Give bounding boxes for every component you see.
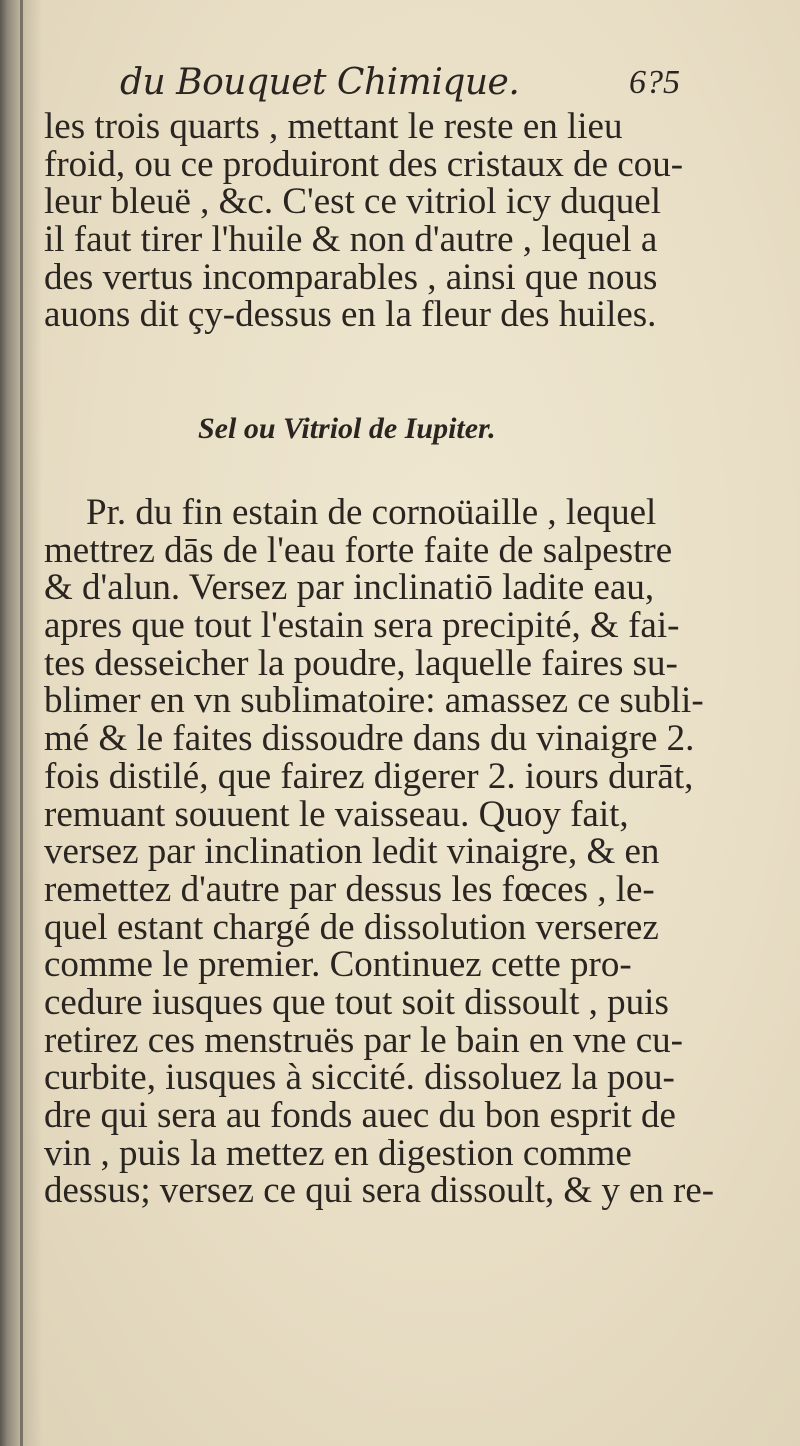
text-line: froid, ou ce produiront des cristaux de cou-	[44, 143, 684, 185]
section-heading: Sel ou Vitriol de Iupiter.	[198, 412, 496, 445]
text-line: auons dit çy-dessus en la fleur des huiles.	[44, 294, 657, 336]
text-line: blimer en vn sublimatoire: amassez ce subli-	[44, 680, 704, 722]
text-line: mettrez dās de l'eau forte faite de salpestre	[44, 529, 673, 571]
paragraph-2	[44, 494, 714, 1210]
page-number: 6?5	[629, 64, 680, 101]
text-line: tes desseicher la poudre, laquelle faires su-	[44, 642, 678, 684]
text-line: remettez d'autre par dessus les fœces , le-	[44, 868, 655, 910]
running-head	[120, 62, 680, 110]
text-line: retirez ces menstruës par le bain en vne cu-	[44, 1019, 683, 1061]
text-line: les trois quarts , mettant le reste en lieu	[44, 106, 623, 147]
text-line: il faut tirer l'huile & non d'autre , lequel a	[44, 219, 658, 261]
text-line: apres que tout l'estain sera precipité, & fai-	[44, 605, 680, 647]
text-line: vin , puis la mettez en digestion comme	[44, 1132, 632, 1174]
text-line: versez par inclination ledit vinaigre, & en	[44, 831, 660, 873]
text-line: fois distilé, que fairez digerer 2. iours durāt,	[44, 755, 694, 797]
text-line: curbite, iusques à siccité. dissoluez la pou-	[44, 1057, 675, 1099]
running-head-title: du Bouquet Chimique.	[120, 62, 520, 103]
text-line: remuant souuent le vaisseau. Quoy fait,	[44, 793, 629, 835]
text-line: quel estant chargé de dissolution verserez	[44, 906, 659, 948]
text-line: des vertus incomparables , ainsi que nous	[44, 256, 658, 298]
gutter-line	[20, 0, 23, 1446]
text-line: & d'alun. Versez par inclinatiō ladite eau,	[44, 567, 655, 609]
text-line: Pr. du fin estain de cornoüaille , lequel	[86, 492, 657, 533]
text-line: dre qui sera au fonds auec du bon esprit de	[44, 1095, 676, 1136]
text-line: leur bleuë , &c. C'est ce vitriol icy duquel	[44, 181, 661, 223]
text-line: mé & le faites dissoudre dans du vinaigre 2.	[44, 718, 695, 760]
text-line: dessus; versez ce qui sera dissoult, & y en re-	[44, 1170, 714, 1212]
paragraph-1	[44, 108, 714, 334]
text-line: cedure iusques que tout soit dissoult , puis	[44, 981, 669, 1023]
text-line: comme le premier. Continuez cette pro-	[44, 944, 632, 986]
